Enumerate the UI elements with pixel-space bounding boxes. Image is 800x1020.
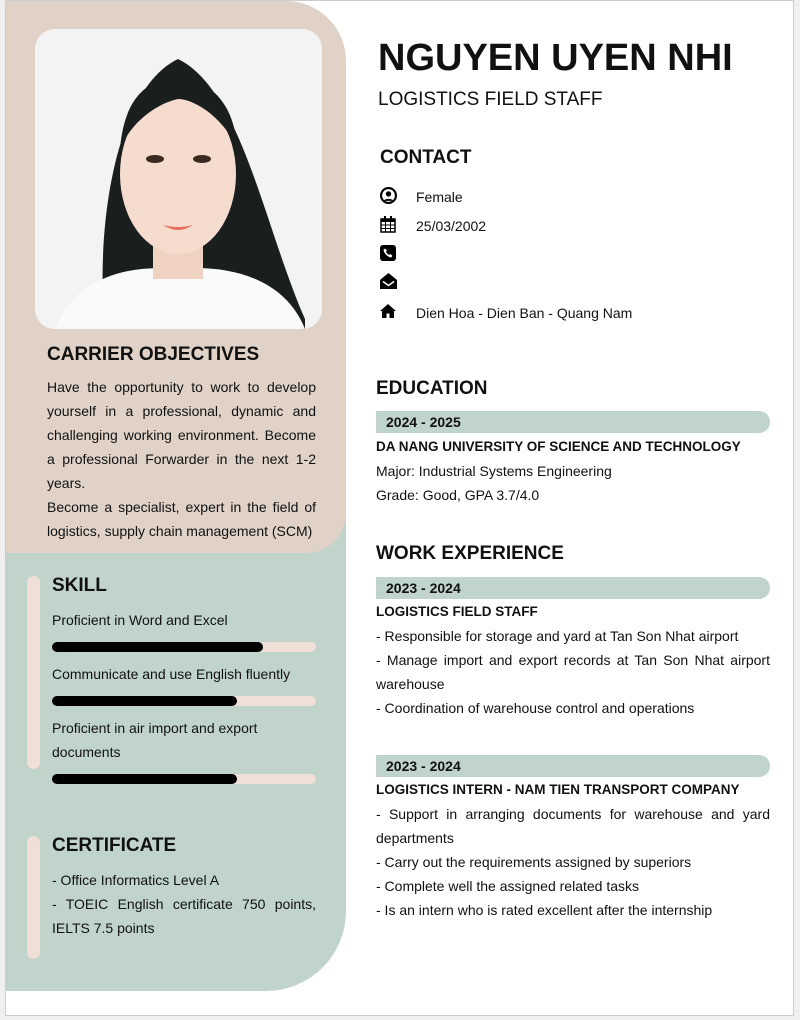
contact-text: Dien Hoa - Dien Ban - Quang Nam [416, 304, 633, 321]
contact-address [380, 304, 632, 321]
skill-bar [52, 774, 316, 784]
certificate-list [52, 868, 316, 940]
home-icon [380, 304, 416, 321]
education-grade: Grade: Good, GPA 3.7/4.0 [376, 487, 540, 503]
resume-page [5, 0, 794, 1016]
certificate-accent-bar [27, 836, 40, 959]
skill-label: Communicate and use English fluently [52, 666, 291, 682]
education-period: 2024 - 2025 [376, 411, 770, 433]
contact-phone [380, 245, 416, 264]
job-period: 2023 - 2024 [376, 577, 770, 599]
job-duty: - Coordination of warehouse control and operations [376, 700, 695, 716]
job-duty: - Complete well the assigned related tasks [376, 878, 640, 894]
job-period: 2023 - 2024 [376, 755, 770, 777]
skill-heading: SKILL [52, 575, 107, 596]
certificate-heading: CERTIFICATE [52, 835, 177, 856]
certificate-item: - TOEIC English certificate 750 points, IELTS 7.5 points [52, 896, 316, 936]
job-title: LOGISTICS FIELD STAFF [376, 604, 538, 619]
contact-birthdate [380, 216, 486, 236]
objectives-text [47, 375, 316, 543]
education-details [376, 435, 770, 507]
envelope-open-icon [380, 273, 416, 292]
objectives-paragraph-1: Have the opportunity to work to develop yourself in a professional, dynamic and challenging working environment. Become a professional Forwarder in the next 1-2 years. [47, 379, 316, 491]
phone-icon [380, 245, 416, 264]
skill-label: Proficient in air import and export documents [52, 720, 258, 760]
skill-bar [52, 696, 316, 706]
skill-bar-fill [52, 642, 263, 652]
objectives-paragraph-2: Become a specialist, expert in the field of logistics, supply chain management (SCM) [47, 499, 316, 539]
skill-accent-bar [27, 576, 40, 769]
contact-text: 25/03/2002 [416, 218, 487, 234]
job-details [376, 778, 770, 922]
education-heading: EDUCATION [376, 378, 488, 399]
contact-heading: CONTACT [380, 147, 472, 168]
job-duty: - Is an intern who is rated excellent after the internship [376, 902, 713, 918]
education-school: DA NANG UNIVERSITY OF SCIENCE AND TECHNOLOGY [376, 439, 741, 454]
job-duty: - Carry out the requirements assigned by superiors [376, 854, 692, 870]
job-details [376, 600, 770, 720]
job-duty: - Manage import and export records at Tan Son Nhat airport warehouse [376, 652, 770, 692]
skill-bar [52, 642, 316, 652]
job-duty: - Support in arranging documents for warehouse and yard departments [376, 806, 770, 846]
job-title: LOGISTICS INTERN - NAM TIEN TRANSPORT COMPANY [376, 782, 740, 797]
skill-bar-fill [52, 774, 237, 784]
skill-bar-fill [52, 696, 237, 706]
user-circle-icon [380, 187, 416, 207]
contact-email [380, 273, 416, 292]
calendar-icon [380, 216, 416, 236]
certificate-item: - Office Informatics Level A [52, 872, 220, 888]
candidate-name: NGUYEN UYEN NHI [378, 37, 733, 79]
candidate-title: LOGISTICS FIELD STAFF [378, 89, 603, 110]
education-major: Major: Industrial Systems Engineering [376, 463, 612, 479]
job-duty: - Responsible for storage and yard at Tan Son Nhat airport [376, 628, 739, 644]
profile-photo [35, 29, 322, 329]
skill-label: Proficient in Word and Excel [52, 612, 228, 628]
work-heading: WORK EXPERIENCE [376, 543, 564, 564]
objectives-heading: CARRIER OBJECTIVES [47, 344, 260, 365]
contact-text: Female [416, 189, 463, 205]
contact-gender [380, 187, 463, 207]
